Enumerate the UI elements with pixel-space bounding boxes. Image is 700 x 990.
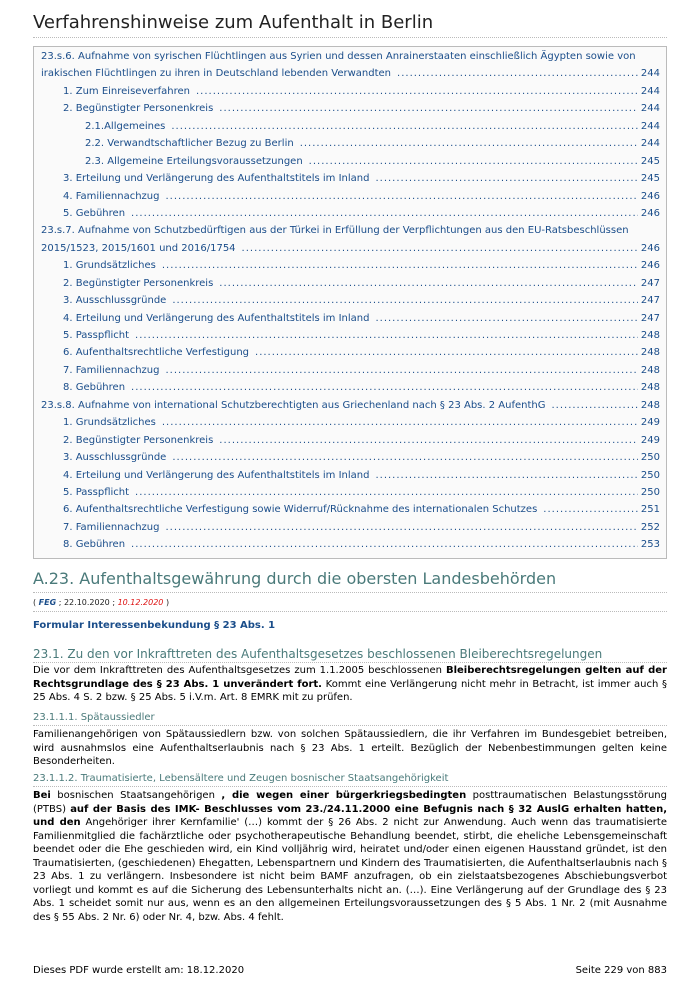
toc-leader [172, 295, 638, 306]
paragraph-23-1-1-1: Familienangehörigen von Spätaussiedlern bzw. von solchen Spätaussiedlern, die ihr Verfahren im Bundesgebiet betreiben, wird ausnahmslos eine Aufenthaltserlaubnis nach § 23 Abs. 1 erteilt. Bezüglich der Nebenbestimmungen gelten keine Besonderheiten. [33, 729, 667, 767]
toc-subentry[interactable] [41, 347, 660, 364]
page-footer [33, 965, 667, 976]
toc-leader [165, 365, 637, 376]
toc-page-number: 247 [640, 295, 660, 307]
toc-entry-text: 4. Erteilung und Verlängerung des Aufenthaltstitels im Inland [63, 469, 370, 481]
toc-entry-text: 7. Familiennachzug [63, 364, 160, 376]
toc-entry-text: irakischen Flüchtlingen zu ihren in Deutschland lebenden Verwandten [41, 68, 392, 80]
toc-leader [165, 191, 637, 202]
toc-page-number: 245 [640, 155, 660, 167]
toc-leader [171, 121, 638, 132]
toc-entry-text: 2.2. Verwandtschaftlicher Bezug zu Berlin [85, 138, 294, 150]
toc-leader [309, 156, 638, 167]
toc-entry-text: 8. Gebühren [63, 539, 126, 551]
toc-entry-text: 6. Aufenthaltsrechtliche Verfestigung sowie Widerruf/Rücknahme des internationalen Schutzes [63, 504, 538, 516]
toc-page-number: 250 [640, 469, 660, 481]
toc-subentry[interactable] [41, 365, 660, 382]
toc-page-number: 247 [640, 277, 660, 289]
heading-23-1-1-2: 23.1.1.2. Traumatisierte, Lebensältere und Zeugen bosnischer Staatsangehörigkeit [33, 772, 667, 787]
toc-page-number: 244 [640, 138, 660, 150]
toc-leader [131, 539, 638, 550]
toc-page-number: 249 [640, 417, 660, 429]
toc-leader [300, 138, 638, 149]
toc-entry-text: 6. Aufenthaltsrechtliche Verfestigung [63, 347, 250, 359]
toc-leader [551, 400, 637, 411]
toc-entry-text: 2. Begünstigter Personenkreis [63, 434, 214, 446]
meta-sep: ; [58, 598, 62, 607]
formular-link[interactable]: Formular Interessenbekundung § 23 Abs. 1 [33, 620, 276, 631]
toc-subentry[interactable] [41, 539, 660, 556]
toc-leader [135, 487, 638, 498]
toc-page-number: 247 [640, 312, 660, 324]
toc-entry-23s6[interactable] [41, 68, 660, 85]
toc-page-number: 248 [640, 382, 660, 394]
toc-entry-text: 3. Ausschlussgründe [63, 452, 167, 464]
toc-entry-text: 2. Begünstigter Personenkreis [63, 103, 214, 115]
para-bold: , die wegen einer bürgerkriegsbedingten [221, 790, 467, 801]
toc-entry-text: 8. Gebühren [63, 382, 126, 394]
toc-subentry[interactable] [41, 191, 660, 208]
toc-entry-text: 1. Zum Einreiseverfahren [63, 85, 190, 97]
toc-subentry[interactable] [41, 295, 660, 312]
toc-page-number: 252 [640, 521, 660, 533]
section-title: A.23. Aufenthaltsgewährung durch die obersten Landesbehörden [33, 568, 667, 593]
toc-page-number: 248 [640, 399, 660, 411]
toc-entry-text: 4. Familiennachzug [63, 190, 160, 202]
toc-page-number: 246 [640, 190, 660, 202]
toc-subentry[interactable] [41, 330, 660, 347]
meta-sep: ; [112, 598, 116, 607]
toc-entry-text: 23.s.8. Aufnahme von international Schutzberechtigten aus Griechenland nach § 23 Abs. 2 AufenthG [41, 399, 546, 411]
toc-leader [131, 208, 638, 219]
toc-subentry[interactable] [41, 103, 660, 120]
toc-leader [172, 452, 638, 463]
toc-page-number: 248 [640, 364, 660, 376]
toc-leader [375, 470, 637, 481]
toc-leader [255, 347, 638, 358]
para-bold: Bei [33, 790, 51, 801]
toc-subentry[interactable] [41, 522, 660, 539]
toc-entry-text: 5. Gebühren [63, 207, 126, 219]
toc-leader [219, 278, 638, 289]
toc-page-number: 250 [640, 486, 660, 498]
toc-subentry[interactable] [41, 452, 660, 469]
page-header [33, 11, 667, 38]
toc-page-number: 248 [640, 347, 660, 359]
toc-subentry[interactable] [41, 260, 660, 277]
toc-subentry[interactable] [41, 382, 660, 399]
toc-entry-text: 7. Familiennachzug [63, 521, 160, 533]
toc-entry-text: 3. Erteilung und Verlängerung des Aufenthaltstitels im Inland [63, 173, 370, 185]
toc-subentries-23s7 [41, 260, 660, 400]
toc-subentries-23s8 [41, 417, 660, 557]
toc-subentry[interactable] [41, 138, 660, 155]
toc-subentry[interactable] [41, 435, 660, 452]
para-text: Die vor dem Inkrafttreten des Aufenthaltsgesetzes zum 1.1.2005 beschlossenen [33, 665, 446, 676]
toc-page-number: 245 [640, 173, 660, 185]
paragraph-23-1 [33, 664, 667, 705]
footer-page-number: Seite 229 von 883 [575, 965, 667, 976]
toc-page-number: 253 [640, 539, 660, 551]
para-text: posttraumatischen Belastungsstörung (PTBS) [33, 790, 667, 815]
toc-entry-text: 3. Ausschlussgründe [63, 295, 167, 307]
meta-date-changed: 10.12.2020 [117, 598, 164, 607]
toc-page-number: 246 [640, 242, 660, 254]
toc-page-number: 248 [640, 330, 660, 341]
toc-leader [165, 522, 637, 533]
toc-entry-23s8[interactable] [41, 400, 660, 417]
toc-entry-text: 2015/1523, 2015/1601 und 2016/1754 [41, 242, 236, 254]
toc-page-number: 244 [640, 85, 660, 97]
toc-leader [219, 435, 638, 446]
toc-entry-text: 5. Passpflicht [63, 330, 130, 341]
para-bold: Bleiberechtsregelungen gelten auf der Rechtsgrundlage des § 23 Abs. 1 unverändert fort. [33, 665, 667, 690]
toc-leader [375, 173, 637, 184]
toc-page-number: 251 [640, 504, 660, 516]
toc-subentry[interactable] [41, 86, 660, 103]
toc-page-number: 246 [640, 260, 660, 272]
document-title: Verfahrenshinweise zum Aufenthalt in Berlin [33, 12, 434, 33]
toc-entry-23s6-line1[interactable]: 23.s.6. Aufnahme von syrischen Flüchtlingen aus Syrien und dessen Anrainerstaaten einschließlich Ägypten sowie von [41, 51, 636, 62]
toc-entry-text: 4. Erteilung und Verlängerung des Aufenthaltstitels im Inland [63, 312, 370, 324]
toc-entry-text: 2.3. Allgemeine Erteilungsvoraussetzungen [85, 155, 303, 167]
toc-subentry[interactable] [41, 313, 660, 330]
toc-page-number: 244 [640, 103, 660, 115]
paragraph-23-1-1-2 [33, 789, 667, 924]
toc-leader [135, 330, 638, 341]
para-bold: auf der Basis des IMK- Beschlusses vom 23./24.11.2000 eine Befugnis nach § 32 AuslG erhalten hatten, und den [33, 803, 667, 828]
toc-leader [162, 260, 638, 271]
para-text: bosnischen Staatsangehörigen [50, 790, 222, 801]
toc-entry-text: 5. Passpflicht [63, 486, 130, 498]
toc-leader [242, 243, 638, 254]
meta-date: 22.10.2020 [63, 598, 110, 607]
toc-subentry[interactable] [41, 417, 660, 434]
meta-close: ) [165, 598, 170, 607]
toc-leader [162, 417, 638, 428]
toc-leader [131, 382, 638, 393]
para-text: Kommt eine Verlängerung nicht mehr in Betracht, ist immer auch § 25 Abs. 4 S. 2 bzw. § 25 Abs. 5 i.V.m. Art. 8 EMRK mit zu prüfen. [33, 678, 667, 703]
toc-subentry[interactable] [41, 278, 660, 295]
toc-entry-text: 1. Grundsätzliches [63, 417, 156, 429]
toc-page-number: 244 [640, 120, 660, 132]
toc-subentries-23s6 [41, 86, 660, 226]
meta-open: ( [33, 598, 37, 607]
para-text: Angehöriger ihrer Kernfamilie' (…) kommt der § 26 Abs. 2 nicht zur Anwendung. Auch wenn das traumatisierte Familienmitglied die fachärztliche oder psychotherapeutische Behandlung beendet, stirbt, die eheliche Lebensgemeinschaft beendet oder die Ehe geschieden wird, ein Kind volljährig wird, heiratet und/oder einen eigenen Hausstand gründet, ist den Traumatisierten, (geschiedenen) Ehegatten, Lebenspartnern und Kindern des Traumatisierten, die Aufenthaltserlaubnis nach § 23 Abs. 1 zu verlängern. Insbesondere ist nicht beim BAMF anzufragen, ob ein zielstaatsbezogenes Abschiebungsverbot vorliegt und kommt es auf die Sicherung des Lebensunterhalts nicht an. (…). Eine Verlängerung auf der Grundlage des § 23 Abs. 1 scheidet somit nur aus, wenn es an den allgemeinen Erteilungsvoraussetzungen des § 5 Abs. 1 Nr. 2 (mit Ausnahme des § 55 Abs. 2 Nr. 6) oder Nr. 4, bzw. Abs. 4 fehlt. [33, 817, 667, 923]
section-meta [33, 597, 667, 612]
toc-page-number: 246 [640, 207, 660, 219]
toc-page-number: 244 [640, 68, 660, 80]
toc-page-number: 250 [640, 452, 660, 464]
toc-subentry[interactable] [41, 487, 660, 504]
heading-23-1-1-1: 23.1.1.1. Spätaussiedler [33, 711, 667, 726]
toc-leader [196, 86, 638, 97]
toc-subentry[interactable] [41, 504, 660, 521]
toc-entry-text: 1. Grundsätzliches [63, 260, 156, 272]
footer-created: Dieses PDF wurde erstellt am: 18.12.2020 [33, 965, 245, 976]
heading-23-1: 23.1. Zu den vor Inkrafttreten des Aufenthaltsgesetzes beschlossenen Bleiberechtsregelungen [33, 646, 667, 663]
toc-entry-23s7[interactable] [41, 243, 660, 260]
toc-subentry[interactable] [41, 470, 660, 487]
toc-leader [219, 103, 638, 114]
toc-page-number: 249 [640, 434, 660, 446]
toc-leader [543, 504, 638, 515]
toc-subentry[interactable] [41, 156, 660, 173]
table-of-contents [33, 46, 667, 559]
toc-entry-text: 2. Begünstigter Personenkreis [63, 277, 214, 289]
toc-subentry[interactable] [41, 121, 660, 138]
toc-entry-text: 2.1.Allgemeines [85, 120, 166, 132]
feg-link[interactable]: FEG [38, 598, 57, 607]
toc-leader [397, 68, 638, 79]
toc-subentry[interactable] [41, 208, 660, 225]
toc-entry-23s7-line1[interactable]: 23.s.7. Aufnahme von Schutzbedürftigen aus der Türkei in Erfüllung der Verpflichtungen aus den EU-Ratsbeschlüssen [41, 225, 629, 237]
toc-leader [375, 313, 637, 324]
toc-subentry[interactable] [41, 173, 660, 190]
